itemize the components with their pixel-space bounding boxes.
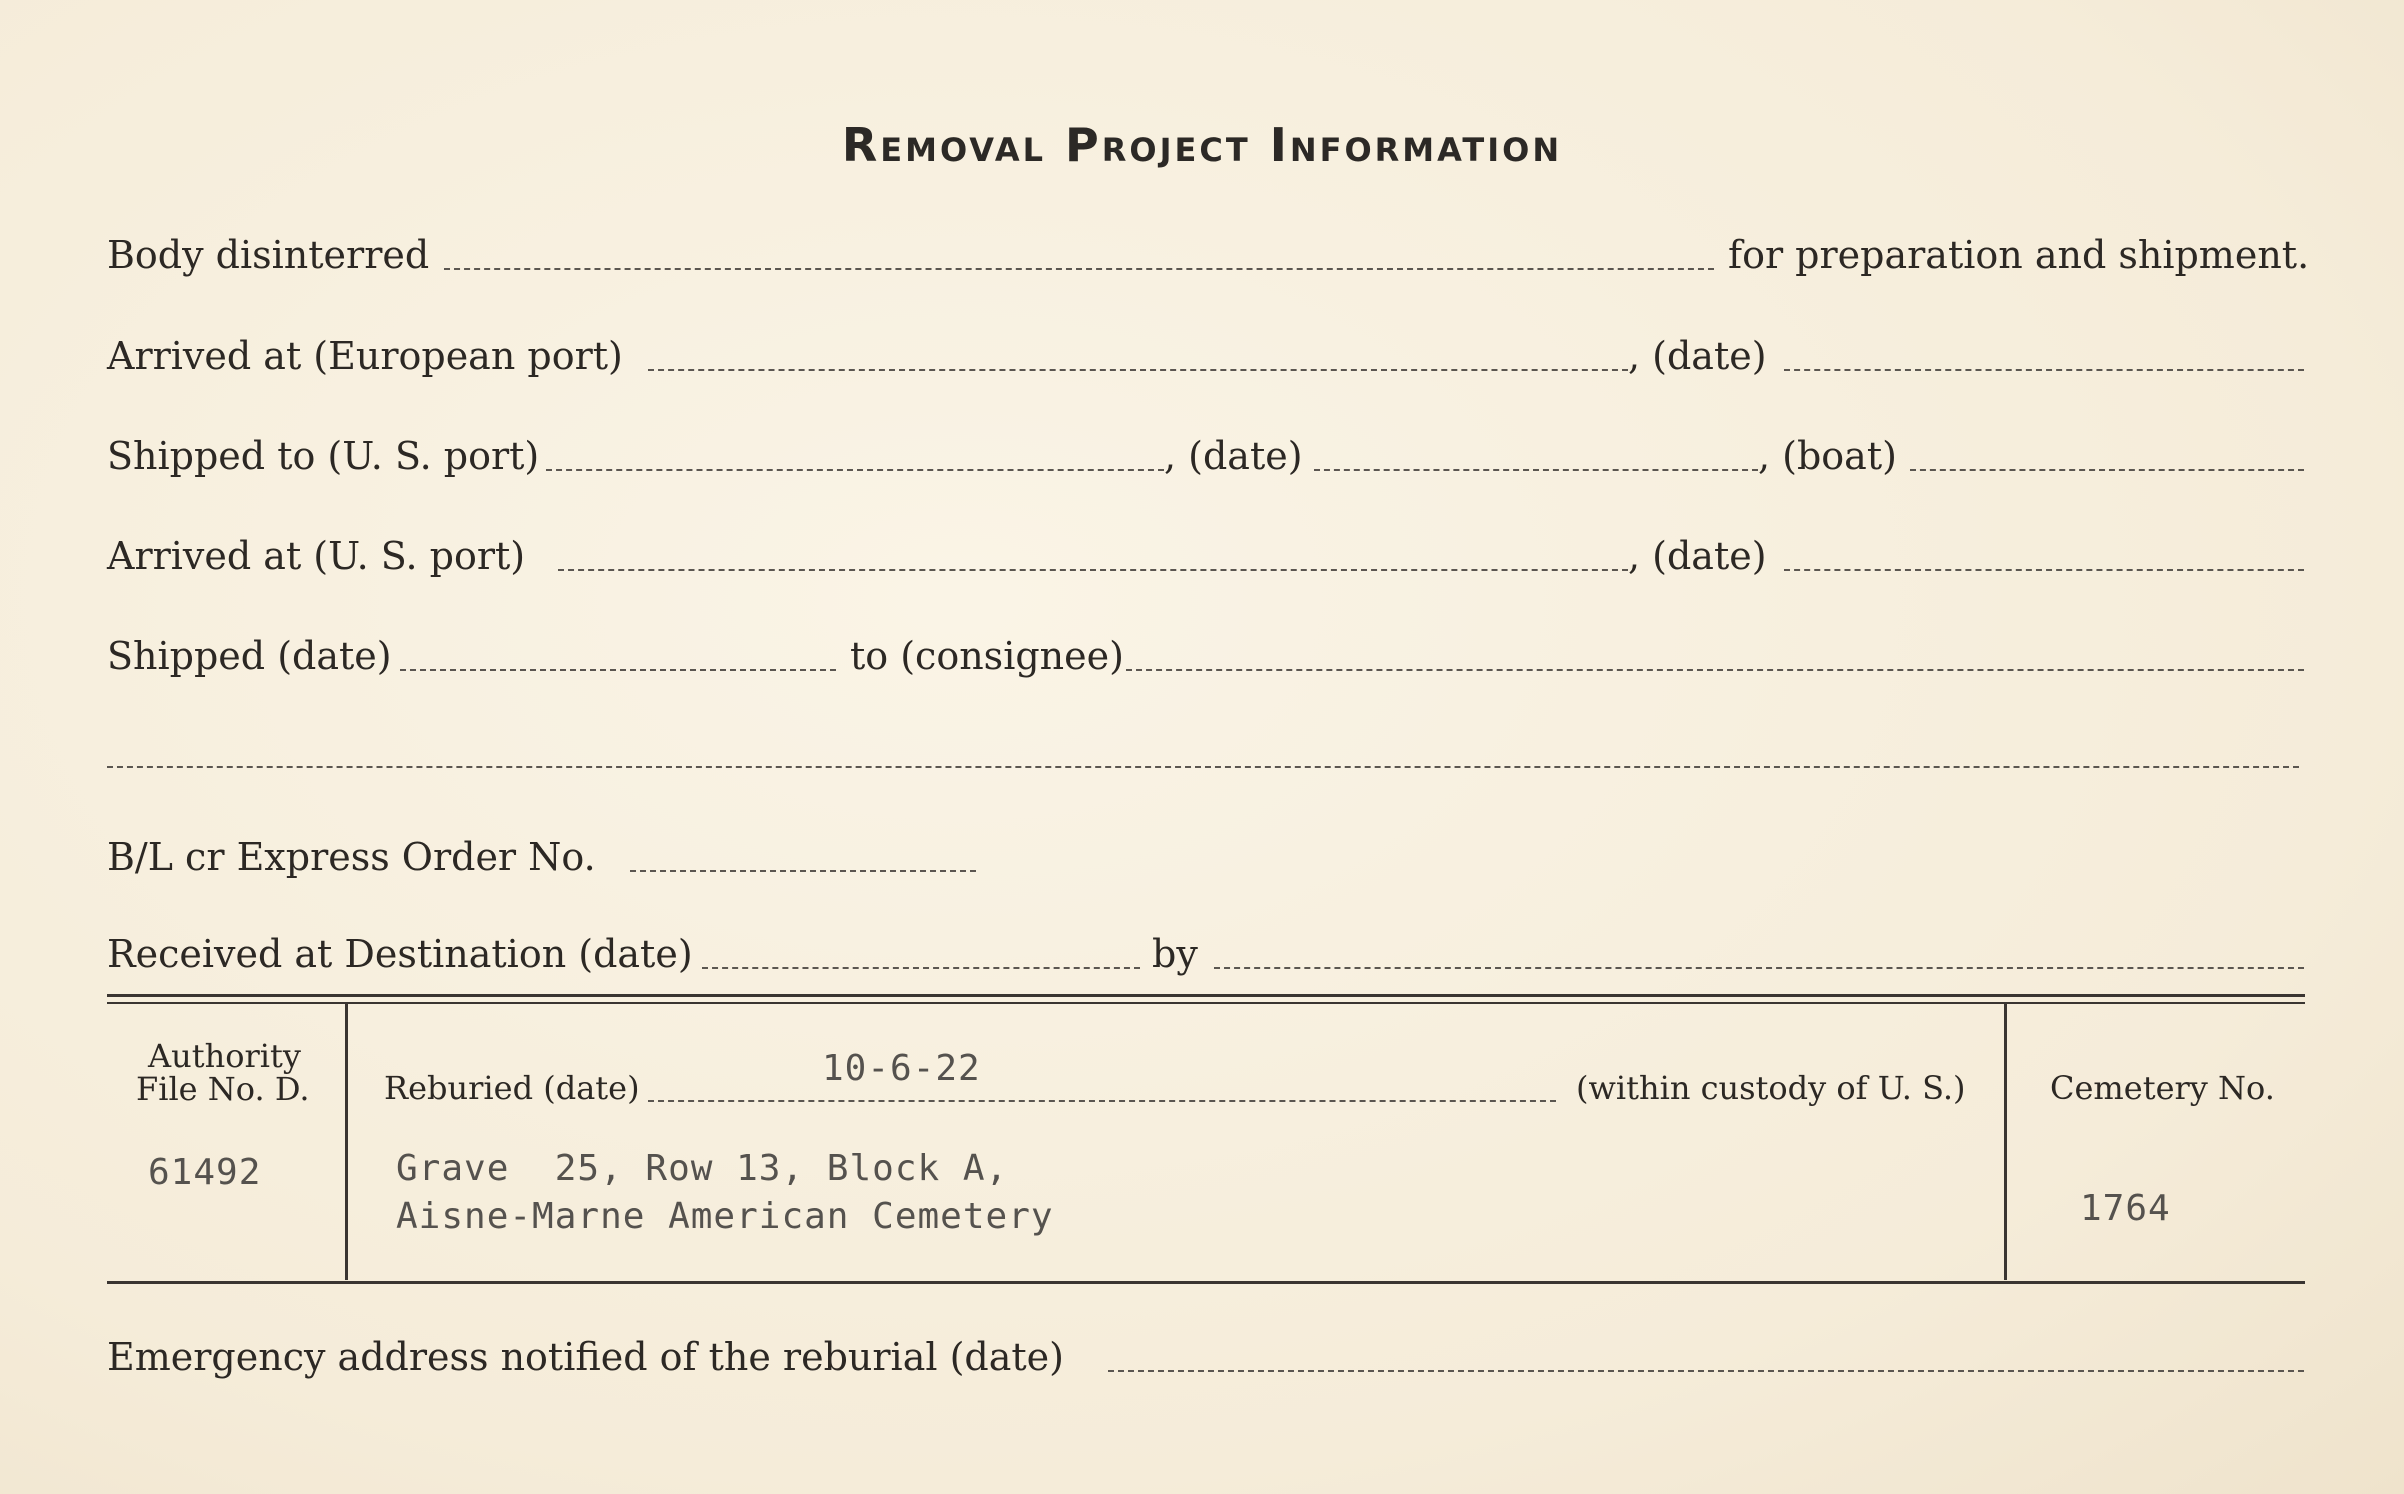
by-label: by bbox=[1152, 932, 1198, 976]
received-date-field[interactable] bbox=[702, 967, 1140, 969]
date2-label: , (date) bbox=[1164, 434, 1303, 478]
to-consignee-label: to (consignee) bbox=[850, 634, 1124, 678]
date3-field[interactable] bbox=[1784, 569, 2304, 571]
arrived-us-label: Arrived at (U. S. port) bbox=[107, 534, 526, 578]
date3-label: , (date) bbox=[1628, 534, 1767, 578]
grave-location-line2: Aisne-Marne American Cemetery bbox=[396, 1196, 1054, 1237]
file-number: 61492 bbox=[148, 1152, 262, 1193]
table-divider-right bbox=[2004, 1004, 2007, 1280]
bl-order-label: B/L cr Express Order No. bbox=[107, 835, 596, 879]
reburied-label: Reburied (date) bbox=[384, 1069, 640, 1107]
table-top-rule bbox=[107, 994, 2305, 997]
european-port-field[interactable] bbox=[648, 369, 1628, 371]
shipped-date-label: Shipped (date) bbox=[107, 634, 392, 678]
boat-field[interactable] bbox=[1910, 469, 2304, 471]
grave-location-line1: Grave 25, Row 13, Block A, bbox=[396, 1148, 1009, 1189]
table-top-rule-2 bbox=[107, 1002, 2305, 1004]
received-by-field[interactable] bbox=[1214, 967, 2304, 969]
cemetery-no-label: Cemetery No. bbox=[2050, 1069, 2275, 1107]
us-port-field[interactable] bbox=[546, 469, 1164, 471]
reburied-date-field[interactable] bbox=[648, 1100, 1556, 1102]
date1-field[interactable] bbox=[1784, 369, 2304, 371]
reburied-date: 10-6-22 bbox=[822, 1048, 981, 1089]
received-label: Received at Destination (date) bbox=[107, 932, 693, 976]
date1-label: , (date) bbox=[1628, 334, 1767, 378]
custody-label: (within custody of U. S.) bbox=[1576, 1069, 1966, 1107]
shipped-to-label: Shipped to (U. S. port) bbox=[107, 434, 540, 478]
card-title: Removal Project Information bbox=[841, 118, 1563, 172]
consignee-field[interactable] bbox=[1126, 669, 2304, 671]
boat-label: , (boat) bbox=[1758, 434, 1897, 478]
bl-order-field[interactable] bbox=[630, 870, 976, 872]
consignee-continuation-field[interactable] bbox=[107, 766, 2299, 768]
shipped-date-field[interactable] bbox=[400, 669, 836, 671]
arrived-us-field[interactable] bbox=[558, 569, 1628, 571]
table-divider-left bbox=[345, 1004, 348, 1280]
file-no-label: File No. D. bbox=[136, 1070, 310, 1108]
date2-field[interactable] bbox=[1314, 469, 1758, 471]
emergency-label: Emergency address notified of the reburial (date) bbox=[107, 1335, 1064, 1379]
body-disinterred-field[interactable] bbox=[444, 268, 1714, 270]
arrived-european-label: Arrived at (European port) bbox=[107, 334, 623, 378]
for-preparation-label: for preparation and shipment. bbox=[1728, 233, 2310, 277]
table-bottom-rule bbox=[107, 1281, 2305, 1284]
authority-label: Authority bbox=[148, 1037, 301, 1075]
emergency-date-field[interactable] bbox=[1108, 1370, 2304, 1372]
body-disinterred-label: Body disinterred bbox=[107, 233, 430, 277]
cemetery-number: 1764 bbox=[2080, 1188, 2171, 1229]
